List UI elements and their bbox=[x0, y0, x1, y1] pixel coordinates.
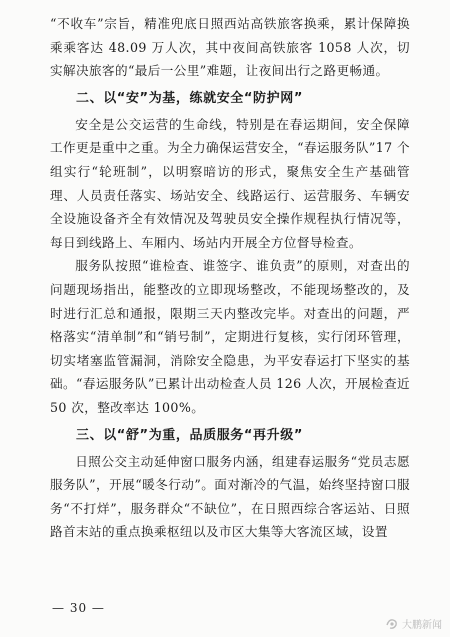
page-number: — 30 — bbox=[52, 601, 105, 615]
paragraph-safety-intro: 安全是公交运营的生命线，特别是在春运期间，安全保障工作更是重中之重。为全力确保运营安全，“春运服务队”17 个组实行“轮班制”，以明察暗访的形式，聚焦安全生产基础管理、人员责任落实、场站安全、线路运行、运营服务、车辆安全设施设备齐全有效情况及驾驶员安全操作规程执行情况等，每日到线路上、车厢内、场站内开展全方位督导检查。 bbox=[50, 116, 410, 250]
paragraph-continuation: “不收车”宗旨，精准兜底日照西站高铁旅客换乘，累计保障换乘乘客达 48.09 万人次，其中夜间高铁旅客 1058 人次，切实解决旅客的“最后一公里”难题，让夜间出行之路更畅通。 bbox=[50, 16, 410, 79]
section-heading-comfort: 三、以“舒”为重，品质服务“再升级” bbox=[76, 427, 303, 443]
watermark-text: 大鹏新闻 bbox=[402, 620, 442, 631]
document-body bbox=[50, 12, 410, 544]
paragraph-safety-inspection: 服务队按照“谁检查、谁签字、谁负责”的原则，对查出的问题现场指出，能整改的立即现场整改，不能现场整改的，及时进行汇总和通报，限期三天内整改完毕。对查出的问题，严格落实“清单制”和“销号制”，定期进行复核，实行闭环管理，切实堵塞监管漏洞，消除安全隐患，为平安春运打下坚实的基础。“春运服务队”已累计出动检查人员 126 人次，开展检查近 50 次，整改率达 100%。 bbox=[50, 258, 410, 415]
section-heading-safety: 二、以“安”为基，练就安全“防护网” bbox=[76, 90, 303, 106]
watermark-logo-icon bbox=[385, 617, 399, 631]
paragraph-comfort-service: 日照公交主动延伸窗口服务内涵，组建春运服务“党员志愿服务队”，开展“暖冬行动”。面对渐冷的气温，始终坚持窗口服务“不打烊”，服务群众“不缺位”，在日照西综合客运站、日照路首末站的重点换乘枢纽以及市区大集等大客流区域，设置 bbox=[50, 453, 410, 540]
watermark bbox=[385, 616, 442, 631]
